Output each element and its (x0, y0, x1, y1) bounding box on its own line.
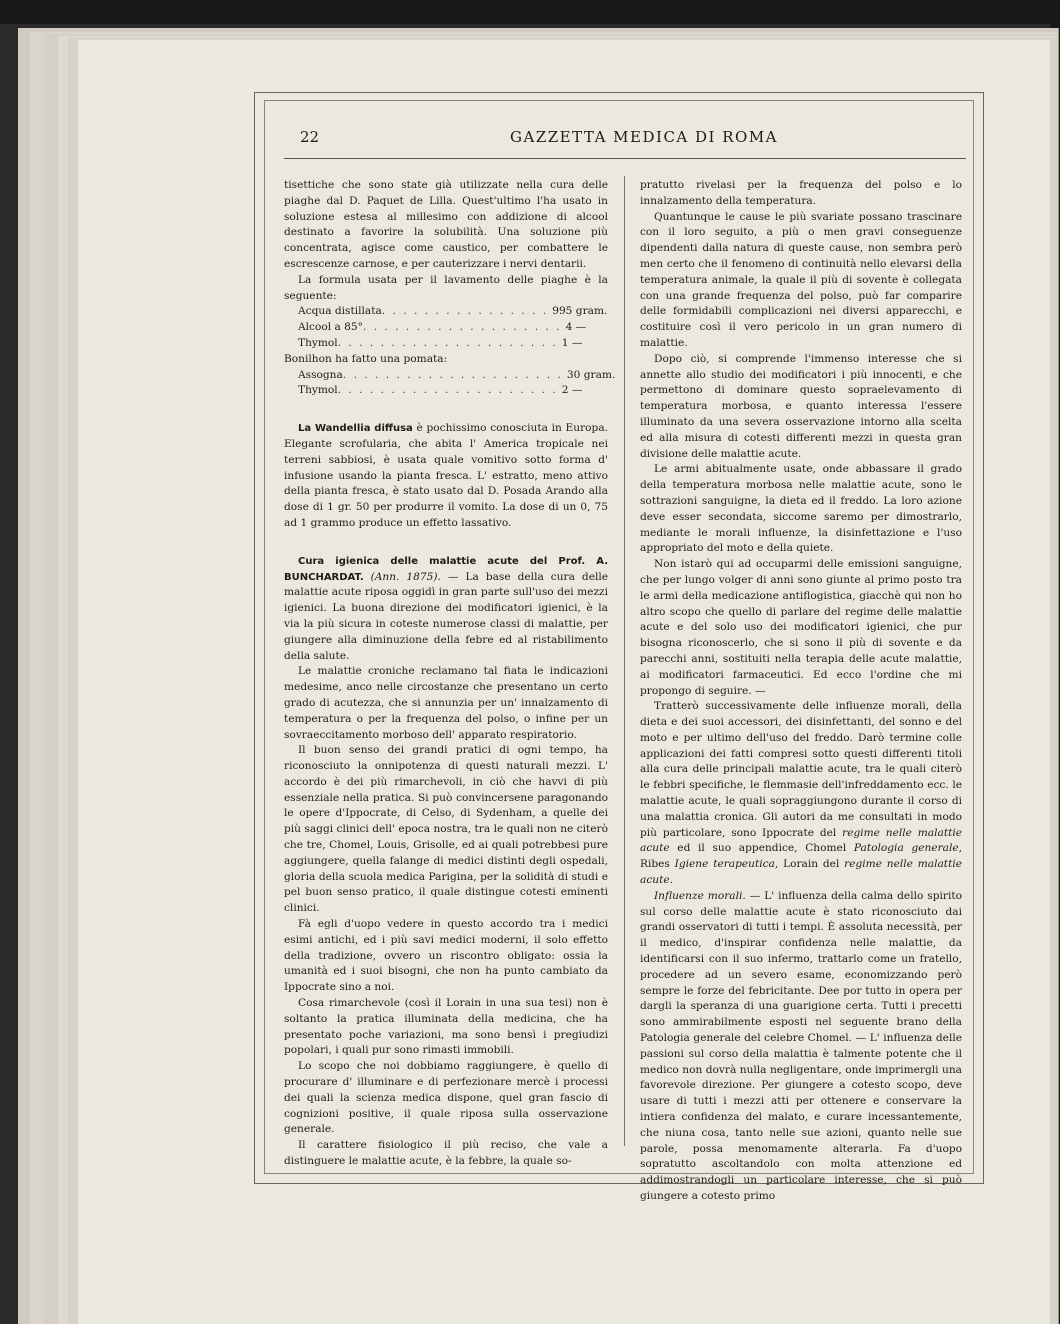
paragraph: Il buon senso dei grandi pratici di ogni tempo, ha riconosciuto la onnipotenza di questi naturali mezzi. L' accordo è dei più rimarchevoli, in ciò che havvi di più essenziale nella pratica. Si può convincersene paragonando le opere d'Ippocrate, di Celso, di Sydenham, a quelle dei più saggi clinici dell' epoca nostra, tra le quali non ne citerò che tre, Chomel, Louis, Grisolle, ed ai quali potrebbesi pure aggiungere, quella falange di medici distinti degli ospedali, gloria della scuola medica Parigina, per la solidità di studi e pel buon senso pratico, il quale distingue cotesti eminenti clinici. (284, 744, 608, 915)
article-text: — La base della cura delle malattie acute riposa oggidì in gran parte sull'uso dei mezzi igienici. La buona direzione dei modificatori igienici, è la via la più sicura in coteste numerose classi di malattie, per giungere alla diminuzione della febre ed al ristabilimento della salute. (284, 570, 609, 662)
formula-pomata (284, 368, 616, 400)
ingredient-qty: 30 gram. (566, 368, 616, 381)
paragraph (640, 699, 962, 889)
ingredient-qty: 1 — (561, 336, 583, 349)
journal-title: GAZZETTA MEDICA DI ROMA (510, 128, 779, 146)
leader-dots: . . . . . . . . . . . . . . . . (381, 305, 549, 318)
paragraph: Dopo ciò, si comprende l'immenso interesse che si annette allo studio dei modificatori i più innocenti, e che permettono di dominare questo sopraelevamento di temperatura morbosa, e quanto interessa l'essere illuminato da una severa osservazione intorno alla scelta ed alla misura di cotesti differenti mezzi in questa gran divisione delle malattie acute. (640, 352, 962, 460)
ingredient-qty: 4 — (565, 321, 587, 334)
paragraph: pratutto rivelasi per la frequenza del polso e lo innalzamento della temperatura. (640, 179, 962, 207)
paragraph: tisettiche che sono state già utilizzate nella cura delle piaghe dal D. Paquet de Lilla. Quest'ultimo l'ha usato in soluzione estesa al millesimo con addizione di alcool destinato a favorire la solubilità. Una soluzione più concentrata, agisce come caustico, per combattere le escrescenze carnose, e per cauterizzare i nervi dentarii. (284, 179, 608, 270)
formula-row (298, 336, 583, 352)
ingredient-name: Thymol (298, 336, 338, 349)
book-title: regime nelle malattie acute. (640, 858, 962, 887)
left-column (284, 178, 616, 1170)
leader-dots: . . . . . . . . . . . . . . . . . . . (362, 321, 562, 334)
paragraph: Quantunque le cause le più svariate possano trascinare con il loro seguito, a più o men gravi conseguenze dipendenti dalla natura di queste cause, non sembra però men certo che il fenomeno di continuità nello elevarsi della temperatura animale, la quale il più di sovente è collegata con una grande frequenza del polso, può far comparire delle formidabili complicazioni nei diversi apparecchi, e costituire così il vero pericolo in un gran numero di malattie. (640, 210, 962, 349)
text-run: , Lorain del (774, 858, 845, 871)
ingredient-name: Acqua distillata (298, 305, 382, 318)
paragraph: Fà egli d'uopo vedere in questo accordo tra i medici esimi antichi, ed i più savi medici moderni, il solo effetto della tradizione, ovvero un riscontro obligato: ossia la umanità ed i suoi bisogni, che non ha punto cambiato da Ippocrate sino a noi. (284, 918, 608, 994)
ingredient-qty: 2 — (561, 384, 583, 397)
formula-lavamento (284, 304, 608, 351)
header-rule (284, 158, 966, 159)
right-column (640, 178, 962, 1205)
book-title: Igiene terapeutica (674, 858, 775, 871)
text-run: ed il suo appendice, Chomel (669, 842, 854, 855)
column-divider (624, 176, 625, 1146)
paragraph: Non istarò qui ad occuparmi delle emissioni sanguigne, che per lungo volger di anni sono giunte al primo posto tra le armi della medicazione antiflogistica, giacchè qui non ho altro scopo che quello di parlare del regime delle malattie acute e del solo uso dei modificatori igienici, che pur bisogna riconoscerlo, che si sono il più di sovente e da parecchi anni, sostituiti nella terapia delle acute malattie, ai modificatori farmaceutici. Ed ecco l'ordine che mi propongo di seguire. — (640, 558, 962, 697)
text-run: — L' influenza della calma dello spirito sul corso delle malattie acute è stato riconosciuto dai grandi osservatori di tutti i tempi. È assoluta necessità, per il medico, d'inspirar confidenza nelle malattie, da identificarsi con il suo infermo, trattarlo come un fratello, procedere ad un severo esame, economizzando però sempre le forze del febricitante. Dee por tutto in opera per dargli la speranza di una guarigione certa. Tutti i precetti sono ammirabilmente esposti nel seguente brano della Patologia generale del celebre Chomel. — L' influenza delle passioni sul corso della malattia è talmente potente che il medico non dovrà nulla negligentare, onde imprimergli una favorevole direzione. Per giungere a cotesto scopo, deve usare di tutti i mezzi atti per ottenere e conservare la intiera confidenza del malato, e curare incessantemente, che niuna cosa, tanto nelle sue azioni, quanto nelle sue parole, possa menomamente alterarla. Fa d'uopo sopratutto ascoltandolo con molta attenzione ed addimostrandogli un particolare interesse, che si può giungere a cotesto primo (640, 889, 962, 1202)
leader-dots: . . . . . . . . . . . . . . . . . . . . . (337, 384, 558, 397)
ingredient-name: Alcool a 85° (298, 321, 363, 334)
ingredient-qty: 995 gram. (552, 305, 608, 318)
paragraph: Cosa rimarchevole (così il Lorain in una sua tesi) non è soltanto la pratica illuminata della medicina, che ha presentato poche variazioni, ma sono bensì i pregiudizi popolari, i quali pur sono rimasti immobili. (284, 997, 608, 1057)
spacer (284, 532, 608, 554)
paragraph: La formula usata per il lavamento delle piaghe è la seguente: (284, 273, 608, 302)
book-title: regime nelle malattie acute (640, 826, 962, 855)
paragraph: Le armi abitualmente usate, onde abbassare il grado della temperatura morbosa nelle malattie acute, sono le sottrazioni sanguigne, la dieta ed il freddo. La loro azione deve esser secondata, siccome saremo per dimostrarlo, mediante le morali influenze, la disinfettazione e l'uso appropriato del moto e della quiete. (640, 463, 962, 555)
formula-row (298, 304, 608, 320)
article-title: La Wandellia diffusa (298, 423, 413, 435)
leader-dots: . . . . . . . . . . . . . . . . . . . . . (342, 368, 563, 381)
scan-border-top (0, 0, 1060, 24)
paragraph: Lo scopo che noi dobbiamo raggiungere, è quello di procurare d' illuminare e di perfezionare mercè i processi dei quali la scienza medica dispone, quel gran fascio di cognizioni positive, il quale riposa sulla osservazione generale. (284, 1060, 608, 1136)
paragraph: Bonilhon ha fatto una pomata: (284, 352, 448, 365)
article-wandellia (284, 421, 608, 532)
article-source: (Ann. 1875). (363, 570, 441, 583)
formula-row (298, 368, 616, 384)
formula-row (298, 383, 583, 399)
formula-row (298, 320, 587, 336)
text-run: , Ribes (640, 842, 963, 871)
ingredient-name: Thymol (298, 384, 338, 397)
text-run: Tratterò successivamente delle influenze morali, della dieta e dei suoi accessori, dei disinfettanti, del sonno e del moto e per ultimo dell'uso del freddo. Darò termine colle applicazioni dei fatti compresi sotto questi differenti titoli alla cura delle principali malattie acute, tra le quali citerò le febbri specifiche, le flemmasie dell'infreddamento ecc. le malattie acute, le quali sopraggiungono durante il corso di una malattia cronica. Gli autori da me consultati in modo più particolare, sono Ippocrate del (640, 700, 962, 839)
paragraph (640, 889, 962, 1205)
leader-dots: . . . . . . . . . . . . . . . . . . . . . (337, 336, 558, 349)
ingredient-name: Assogna (298, 368, 343, 381)
article-text: è pochissimo conosciuta in Europa. Elegante scrofularia, che abita l' America tropicale nei terreni sabbiosi, è usata quale vomitivo sotto forma d' infusione usando la pianta fresca. L' estratto, meno attivo della pianta fresca, è stato usato dal D. Posada Arando alla dose di 1 gr. 50 per produrre il vomito. La dose di un 0, 75 ad 1 grammo produce un effetto lassativo. (284, 422, 608, 529)
book-title: Patologia generale (853, 842, 959, 855)
article-title: Cura igienica delle malattie acute del Prof. A. BUNCHARDAT. (284, 555, 608, 583)
page-header (280, 128, 970, 156)
page-number: 22 (300, 128, 320, 146)
paragraph: Le malattie croniche reclamano tal fiata le indicazioni medesime, anco nelle circostanze che presentano un certo grado di acutezza, che si annunzia per un' innalzamento di temperatura o per la frequenza del polso, o infine per un sovraeccitamento morboso dell' apparato respiratorio. (284, 665, 608, 741)
spacer (284, 399, 608, 421)
section-title: Influenze morali. (654, 889, 746, 902)
article-cura-igienica (284, 554, 608, 665)
paragraph: Il carattere fisiologico il più reciso, che vale a distinguere le malattie acute, è la febbre, la quale so- (284, 1139, 608, 1168)
